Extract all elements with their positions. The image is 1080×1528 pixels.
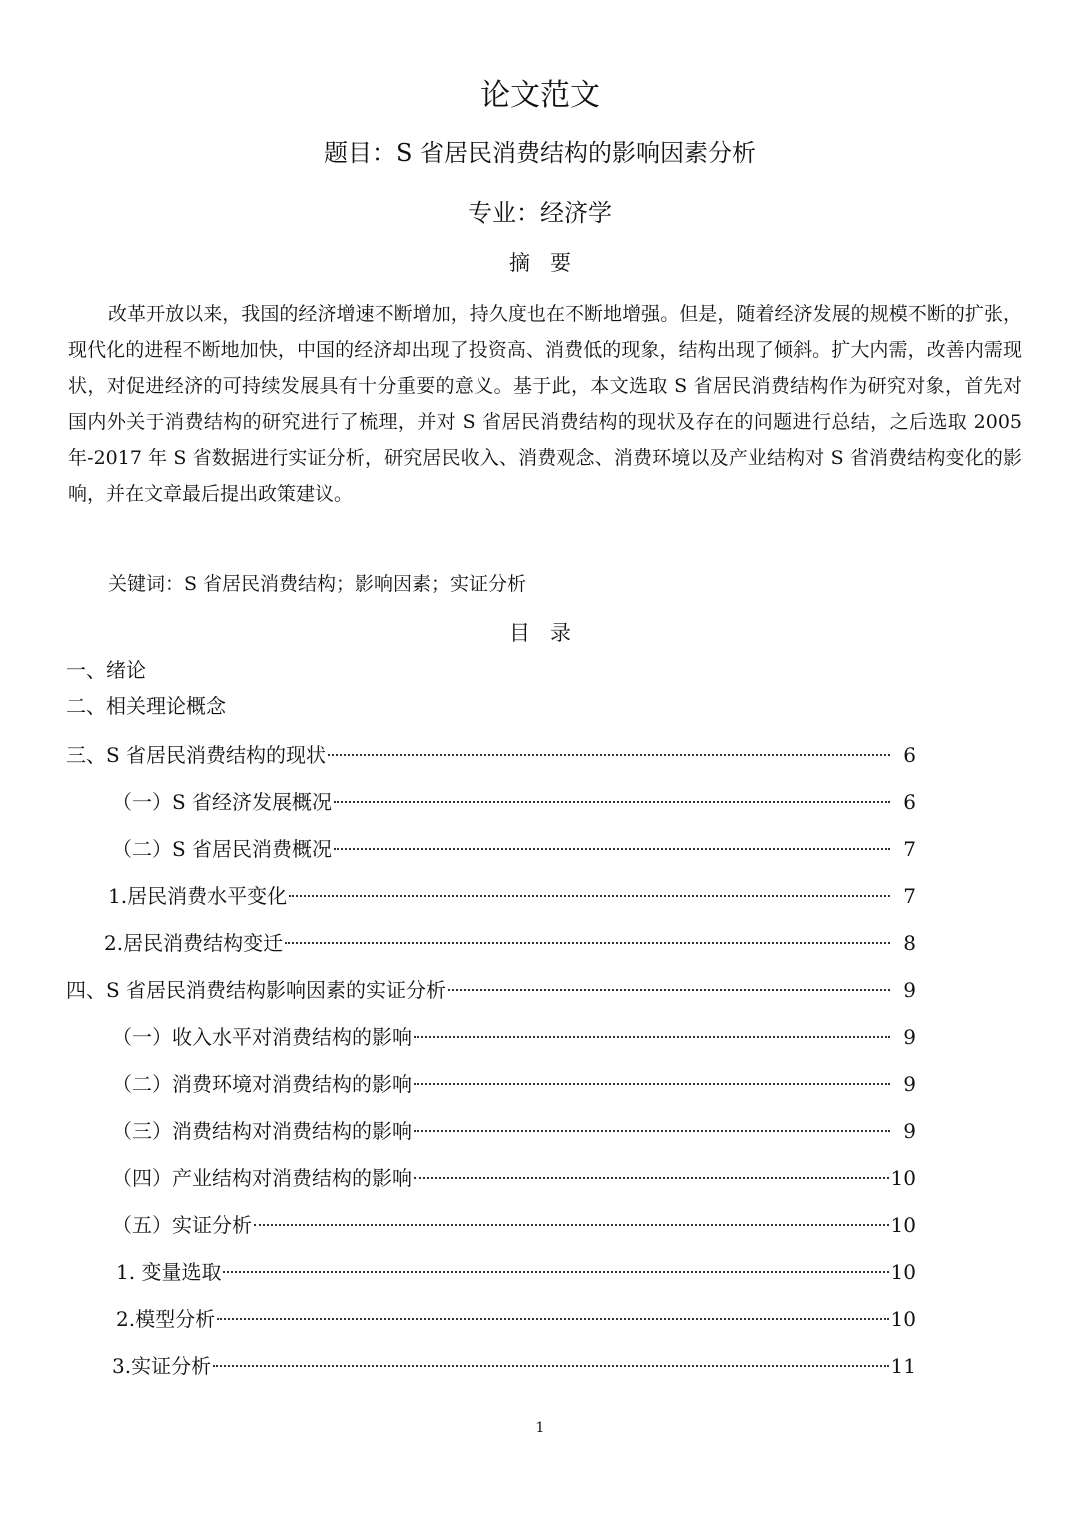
toc-entry[interactable] xyxy=(112,1022,916,1052)
toc-entry-page: 6 xyxy=(903,790,916,814)
toc-entry[interactable] xyxy=(112,787,916,817)
abstract-body: 改革开放以来，我国的经济增速不断增加，持久度也在不断地增强。但是，随着经济发展的规模不断的扩张，现代化的进程不断地加快，中国的经济却出现了投资高、消费低的现象，结构出现了倾斜。扩大内需，改善内需现状，对促进经济的可持续发展具有十分重要的意义。基于此，本文选取 S 省居民消费结构作为研究对象，首先对国内外关于消费结构的研究进行了梳理，并对 S 省居民消费结构的现状及存在的问题进行总结，之后选取 2005 年-2017 年 S 省数据进行实证分析，研究居民收入、消费观念、消费环境以及产业结构对 S 省消费结构变化的影响，并在文章最后提出政策建议。 xyxy=(68,303,1022,505)
dot-leader xyxy=(414,1177,889,1179)
dot-leader xyxy=(448,989,890,991)
toc-entry-page: 10 xyxy=(890,1260,916,1284)
dot-leader xyxy=(414,1083,890,1085)
toc-entry[interactable] xyxy=(108,881,916,911)
toc-entry[interactable]: 一、绪论 xyxy=(66,658,146,682)
toc-entry-title: （二）消费环境对消费结构的影响 xyxy=(112,1072,412,1096)
dot-leader xyxy=(213,1365,888,1367)
toc-entry-title: 2.居民消费结构变迁 xyxy=(104,931,284,955)
toc-entry-title: 四、S 省居民消费结构影响因素的实证分析 xyxy=(66,978,447,1002)
toc-entry-page: 9 xyxy=(903,978,916,1002)
toc-entry[interactable] xyxy=(112,1069,916,1099)
toc-entry[interactable] xyxy=(104,928,916,958)
toc-entry-title: 3.实证分析 xyxy=(112,1354,212,1378)
toc-entry-title: （四）产业结构对消费结构的影响 xyxy=(112,1166,412,1190)
toc-entry-page: 10 xyxy=(890,1213,916,1237)
document-title: 论文范文 xyxy=(480,78,600,113)
toc-entry-page: 10 xyxy=(890,1166,916,1190)
toc-entry[interactable] xyxy=(112,834,916,864)
toc-entry[interactable] xyxy=(66,975,916,1005)
dot-leader xyxy=(254,1224,889,1226)
toc-entry-title: （一）收入水平对消费结构的影响 xyxy=(112,1025,412,1049)
toc-entry-page: 9 xyxy=(903,1119,916,1143)
toc-entry-title: （二）S 省居民消费概况 xyxy=(112,837,333,861)
dot-leader xyxy=(289,895,890,897)
thesis-major: 专业：经济学 xyxy=(468,199,612,227)
toc-entry-page: 8 xyxy=(903,931,916,955)
dot-leader xyxy=(285,942,890,944)
dot-leader xyxy=(223,1271,888,1273)
thesis-topic: 题目：S 省居民消费结构的影响因素分析 xyxy=(323,139,757,167)
toc-entry-page: 9 xyxy=(903,1072,916,1096)
toc-entry[interactable] xyxy=(116,1257,916,1287)
toc-heading: 目录 xyxy=(509,621,591,645)
toc-entry-page: 7 xyxy=(903,884,916,908)
dot-leader xyxy=(414,1130,890,1132)
toc-entry[interactable] xyxy=(66,740,916,770)
toc-entry-title: 三、S 省居民消费结构的现状 xyxy=(66,743,327,767)
toc-entry[interactable] xyxy=(112,1210,916,1240)
abstract-heading: 摘要 xyxy=(509,251,591,275)
toc-entry[interactable] xyxy=(112,1351,916,1381)
dot-leader xyxy=(328,754,890,756)
toc-entry[interactable] xyxy=(112,1163,916,1193)
page-number: 1 xyxy=(535,1420,545,1436)
dot-leader xyxy=(414,1036,890,1038)
toc-entry[interactable] xyxy=(112,1116,916,1146)
dot-leader xyxy=(217,1318,888,1320)
toc-entry[interactable]: 二、相关理论概念 xyxy=(66,694,226,718)
toc-entry-page: 6 xyxy=(903,743,916,767)
toc-entry-page: 9 xyxy=(903,1025,916,1049)
toc-entry-page: 7 xyxy=(903,837,916,861)
dot-leader xyxy=(334,848,890,850)
toc-entry-page: 11 xyxy=(890,1354,916,1378)
toc-entry-page: 10 xyxy=(890,1307,916,1331)
toc-entry-title: （一）S 省经济发展概况 xyxy=(112,790,333,814)
toc-entry-title: （三）消费结构对消费结构的影响 xyxy=(112,1119,412,1143)
keywords-line: 关键词：S 省居民消费结构；影响因素；实证分析 xyxy=(108,573,527,595)
toc-entry-title: （五）实证分析 xyxy=(112,1213,252,1237)
toc-entry[interactable] xyxy=(116,1304,916,1334)
toc-entry-title: 2.模型分析 xyxy=(116,1307,216,1331)
dot-leader xyxy=(334,801,890,803)
toc-entry-title: 1. 变量选取 xyxy=(116,1260,222,1284)
toc-entry-title: 1.居民消费水平变化 xyxy=(108,884,288,908)
